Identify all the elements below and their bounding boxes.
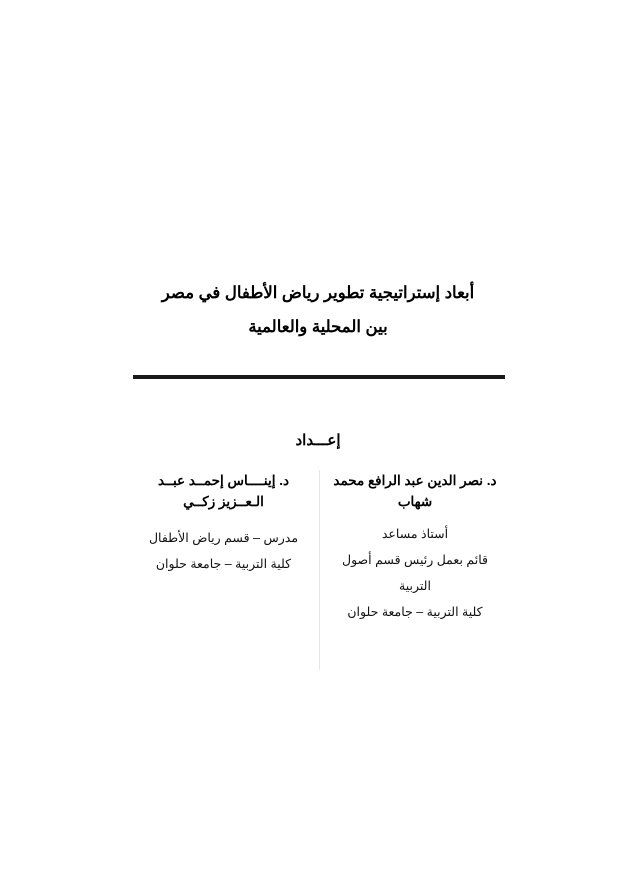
author-cell-1 — [319, 470, 510, 670]
author-detail: مدرس – قسم رياض الأطفال — [148, 531, 299, 545]
author-name: د. إينــــاس إحمــد عبــد الـعــزيز زكــي — [157, 473, 290, 509]
author-detail: كلية التربية – جامعة حلوان — [347, 605, 483, 619]
document-title — [0, 276, 636, 344]
author-detail: أستاذ مساعد — [381, 527, 449, 541]
author-detail: قائم بعمل رئيس قسم أصول التربية — [342, 553, 488, 593]
prepared-by-label: إعـــداد — [295, 432, 341, 449]
authors-table — [128, 470, 510, 670]
author-name: د. نصر الدين عبد الرافع محمد شهاب — [333, 473, 497, 509]
title-line-2: بين المحلية والعالمية — [248, 318, 388, 336]
title-line-1: أبعاد إستراتيجية تطوير رياض الأطفال في مصر — [161, 284, 475, 302]
author-detail: كلية التربية – جامعة حلوان — [155, 557, 292, 571]
title-divider — [133, 375, 505, 379]
author-cell-2 — [128, 470, 319, 670]
